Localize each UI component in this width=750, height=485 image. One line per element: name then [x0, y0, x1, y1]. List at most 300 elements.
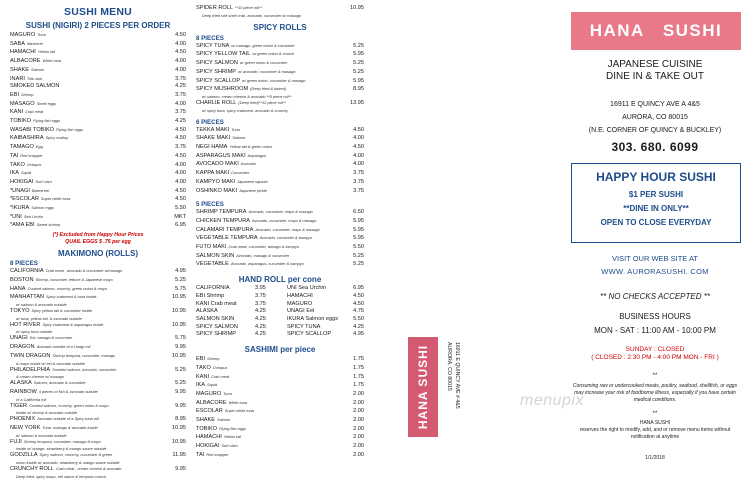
six-piece-row	[196, 143, 364, 152]
makimono-row	[10, 415, 186, 424]
item-price: 5.50	[175, 205, 186, 212]
item-desc: Crab meat	[211, 373, 230, 379]
item-name: PHOENIX	[10, 416, 36, 423]
item-price: 2.00	[353, 451, 364, 458]
item-price: 3.75	[353, 170, 364, 177]
consumer-advisory: Consuming raw or undercooked meats, poultry, seafood, shellfish, or eggs may increase your risk of foodborne illness, especially if you have certain medical conditions.	[572, 383, 738, 403]
item-desc: Crab meat , cream cheese & avocado	[56, 466, 122, 472]
item-price: 4.50	[353, 144, 364, 151]
nigiri-row	[10, 75, 186, 84]
makimono-row	[10, 402, 186, 411]
item-name: HAMACHI	[10, 49, 36, 56]
item-desc: Sea Urchin	[23, 213, 44, 219]
item-name: ESCOLAR	[196, 408, 223, 415]
item-desc: Spicy scallop	[45, 135, 69, 141]
five-piece-row	[196, 226, 364, 235]
five-piece-row	[196, 243, 364, 252]
item-desc: Salmon	[30, 66, 45, 72]
item-price: 5.95	[353, 235, 364, 242]
item-desc: Spicy salmon, crunchy, cucumber & green	[39, 452, 113, 458]
item-name: KAIBASHIRA	[10, 135, 44, 142]
handroll-price: 5.50	[353, 315, 364, 322]
item-name: KANI	[196, 373, 210, 380]
handroll-price: 3.75	[255, 300, 266, 307]
item-desc: Yellow tail & green onion	[229, 144, 273, 150]
handroll-name: MAGURO	[287, 300, 313, 307]
item-name: RAINBOW	[10, 388, 37, 395]
item-name: SHAKE	[10, 66, 29, 73]
nigiri-row	[10, 187, 186, 196]
handroll-price: 4.50	[353, 300, 364, 307]
makimono-row	[10, 424, 186, 433]
item-desc: w/ masago, green onion & cucumber	[231, 42, 295, 48]
item-price: 2.00	[353, 434, 364, 441]
item-price: 2.00	[353, 417, 364, 424]
makimono-row	[10, 267, 186, 276]
handroll-name: SPICY SCALLOP	[287, 331, 332, 338]
item-desc: Red snapper	[206, 451, 229, 457]
item-name: SPICY SHRIMP	[196, 68, 236, 75]
handroll-price: 4.25	[255, 308, 266, 315]
item-price: 5.25	[353, 42, 364, 49]
nigiri-row	[10, 117, 186, 126]
handroll-name: SPICY SHRIMP	[196, 331, 236, 338]
item-desc: Shrimp tempura, cucumber, masago	[52, 352, 116, 358]
item-name: TAKO	[196, 364, 211, 371]
makimono-row	[10, 307, 186, 316]
menu-title: SUSHI MENU	[64, 6, 132, 18]
item-desc: Spicy yellow tail & cucumber inside	[31, 307, 93, 313]
nigiri-row	[10, 48, 186, 57]
happy-hour-line-3: OPEN TO CLOSE EVERYDAY	[600, 218, 712, 227]
item-desc: Shrimp	[21, 91, 34, 97]
handroll-title: HAND ROLL per cone	[238, 275, 322, 285]
nigiri-row	[10, 57, 186, 66]
asterisks-1: **	[652, 373, 658, 379]
item-price: 5.25	[353, 60, 364, 67]
sashimi-row	[196, 433, 364, 442]
spicy-roll-row	[196, 99, 364, 108]
back-address-line-1: 16911 E QUINCY AVE # 4&5	[454, 342, 460, 409]
item-name: HOKIGAI	[10, 178, 34, 185]
item-desc: White tuna	[42, 58, 62, 64]
item-name: TIGER	[10, 402, 28, 409]
item-price: 1.75	[353, 364, 364, 371]
item-desc: Octopus	[212, 364, 228, 370]
handroll-name: HAMACHI	[287, 292, 313, 299]
six-piece-row	[196, 126, 364, 135]
makimono-row	[10, 366, 186, 375]
item-price: 1.75	[353, 382, 364, 389]
item-desc: Cooked salmon, crunchy, green onion & mayo	[29, 402, 109, 408]
nigiri-row	[10, 83, 186, 91]
handroll-name: SALMON SKIN	[196, 315, 235, 322]
item-name: HAMACHI	[196, 434, 222, 441]
item-price: 8.95	[353, 86, 364, 93]
happy-hour-title: HAPPY HOUR SUSHI	[596, 170, 716, 184]
item-name: SALMON SKIN	[196, 252, 235, 259]
item-name: VEGETABLE TEMPURA	[196, 235, 258, 242]
front-logo: HANA SUSHI	[571, 12, 741, 50]
item-price: 6.50	[353, 209, 364, 216]
item-desc: Squid	[207, 382, 217, 388]
item-name: MAGURO	[196, 390, 222, 397]
item-desc-line-2: w/ salmon & avocado outside	[16, 301, 67, 307]
sashimi-row	[196, 442, 364, 451]
spicy-roll-row	[196, 59, 364, 68]
item-price: 2.00	[353, 399, 364, 406]
item-price: 5.95	[353, 217, 364, 224]
spicy-roll-row	[196, 77, 364, 86]
item-desc: Smelt eggs	[36, 100, 57, 106]
item-price: 10.95	[172, 307, 186, 314]
item-desc-line-2: & cream cheese w/ masago	[16, 374, 65, 380]
item-name: TEKKA MAKI	[196, 126, 230, 133]
no-checks-note: ** NO CHECKS ACCEPTED **	[600, 292, 710, 301]
item-name: *AMA EBI	[10, 222, 35, 229]
handroll-name: IKURA Salmon eggs	[287, 315, 338, 322]
item-desc: w/ avocado, cucumber & masago	[238, 68, 296, 74]
item-desc: Avocado outside of a Spicy tuna roll	[37, 416, 99, 422]
makimono-row	[10, 388, 186, 397]
handroll-name: CALIFORNIA	[196, 285, 230, 292]
handroll-price: 4.25	[255, 315, 266, 322]
item-price: 5.25	[353, 252, 364, 259]
nigiri-row	[10, 213, 186, 222]
item-desc: Octopus	[26, 161, 42, 167]
item-desc-line-2: & mayo inside w/ eel & avocado outside	[16, 360, 85, 366]
item-desc: Avocado, cucumber, mayo & masago	[248, 209, 313, 215]
handroll-price: 4.95	[353, 331, 364, 338]
handroll-name: SPICY TUNA	[287, 323, 321, 330]
item-name: UNAGI	[10, 335, 28, 342]
item-price: 3.75	[353, 187, 364, 194]
item-desc-line-2: w/ salmon, cream cheese & avocado **5 piece roll**	[202, 93, 292, 99]
item-desc: Eel, tamago & cucumber	[29, 335, 73, 341]
item-name: ASPARAGUS MAKI	[196, 152, 246, 159]
item-desc: Salmon	[232, 135, 246, 141]
item-price: 2.00	[353, 425, 364, 432]
nigiri-row	[10, 108, 186, 117]
item-name: NEGI HAMA	[196, 144, 228, 151]
closed-note: ( CLOSED : 2:30 PM - 4:00 PM MON - FRI )	[591, 354, 719, 361]
makimono-row	[10, 276, 186, 285]
rolls-panel	[192, 0, 370, 485]
item-price: 5.25	[175, 366, 186, 373]
makimono-row	[10, 321, 186, 330]
six-piece-row	[196, 160, 364, 169]
item-name: MANHATTAN	[10, 294, 44, 301]
item-price: 10.95	[172, 425, 186, 432]
happy-hour-line-2: **DINE IN ONLY**	[623, 204, 689, 213]
handroll-name: ALASKA	[196, 308, 218, 315]
handroll-price: 3.75	[255, 292, 266, 299]
item-desc: Flying fish eggs	[33, 118, 61, 124]
item-price: 4.50	[175, 187, 186, 194]
business-hours: MON - SAT : 11:00 AM - 10:00 PM	[594, 326, 716, 335]
item-name: DRAGON	[10, 344, 35, 351]
item-name: TAMAGO	[10, 144, 34, 151]
nigiri-row	[10, 178, 186, 187]
spider-roll-desc: Deep fried soft shell crab, avocado, cucumber w/ masago	[202, 12, 302, 18]
item-desc: Red snapper	[20, 152, 43, 158]
item-desc: Avocado, cucumber, mayo & masago	[251, 217, 317, 223]
item-desc: Salmon	[216, 417, 231, 423]
handroll-name	[279, 324, 287, 332]
item-price: 2.00	[353, 443, 364, 450]
sashimi-row	[196, 381, 364, 390]
sashimi-list	[196, 355, 364, 459]
item-name: ALASKA	[10, 380, 32, 387]
item-price: 8.95	[175, 416, 186, 423]
six-piece-row	[196, 134, 364, 143]
item-desc: Avocado, masago & cucumber	[236, 252, 290, 258]
front-address: 16911 E QUINCY AVE A 4&5 AURORA, CO 80015 (N.E. CORNER OF QUINCY & BUCKLEY)	[588, 101, 722, 134]
item-desc: w/ green onion & crunch	[252, 51, 295, 57]
nigiri-row	[10, 100, 186, 109]
makimono-row	[10, 438, 186, 447]
item-desc: 4 pieces of fish & avocado outside	[38, 388, 98, 394]
item-price: 10.95	[172, 321, 186, 328]
back-address-line-2: AURORA, CO 80015	[446, 342, 452, 391]
item-price: 13.95	[350, 99, 364, 106]
phone-number: 303. 680. 6099	[611, 140, 699, 154]
item-desc: Salmon, avocado & cucumber	[33, 380, 86, 386]
happy-hour-line-1: $1 PER SUSHI	[628, 190, 684, 199]
item-name: TAI	[196, 451, 205, 458]
item-name: SHRIMP TEMPURA	[196, 209, 247, 216]
item-name: ALBACORE	[196, 399, 227, 406]
nigiri-row	[10, 152, 186, 161]
item-name: FUJI	[10, 438, 22, 445]
item-price: 3.75	[175, 109, 186, 116]
item-name: FUTO MAKI	[196, 244, 227, 251]
five-pieces-label: 5 PIECES	[196, 201, 224, 209]
item-desc: Avocado outside of a Unagi roll	[36, 344, 91, 350]
back-logo: HANA SUSHI	[408, 337, 438, 437]
spicy-rolls-list	[196, 42, 364, 113]
item-price: 3.75	[175, 91, 186, 98]
spider-roll-row: SPIDER ROLL **10 piece roll** 10.95	[196, 5, 364, 11]
item-desc: Avocado	[240, 161, 256, 167]
item-name: WASABI TOBIKO	[10, 126, 55, 133]
nigiri-row	[10, 126, 186, 135]
item-price: 1.75	[353, 356, 364, 363]
item-price: 4.50	[175, 196, 186, 203]
item-price: 9.95	[175, 402, 186, 409]
item-desc: Egg	[35, 144, 43, 150]
item-price: 9.95	[175, 388, 186, 395]
nigiri-row	[10, 40, 186, 49]
sashimi-title: SASHIMI per piece	[244, 345, 316, 355]
makimono-row	[10, 343, 186, 352]
item-name: SPICY SCALLOP	[196, 77, 241, 84]
item-price: 3.75	[175, 75, 186, 82]
item-name: TOKYO	[10, 307, 30, 314]
item-name: HOT RIVER	[10, 321, 41, 328]
item-price: 4.00	[175, 170, 186, 177]
item-desc: Shrimp tempura, cucumber, masago & mayo	[23, 438, 101, 444]
item-price: 2.00	[353, 408, 364, 415]
item-name: TAI	[10, 152, 19, 159]
handroll-name	[279, 293, 287, 301]
item-name: MAGURO	[10, 32, 36, 38]
six-pieces-label: 6 PIECES	[196, 118, 224, 126]
sashimi-row	[196, 425, 364, 434]
item-desc: Avocado, asparagus, cucumber & kampyo	[230, 261, 304, 267]
watermark: menupix	[520, 392, 584, 409]
item-name: TAKO	[10, 161, 25, 168]
back-cover-panel	[370, 0, 584, 485]
item-desc: White tuna	[228, 399, 248, 405]
item-name: *UNI	[10, 213, 22, 220]
handroll-name: UNAGI Eel	[287, 308, 315, 315]
cuisine-text: JAPANESE CUISINE DINE IN & TAKE OUT	[606, 59, 704, 82]
item-price: MKT	[174, 213, 186, 220]
item-name: SPICY TUNA	[196, 42, 230, 49]
handroll-name	[279, 316, 287, 324]
item-price: 4.50	[175, 126, 186, 133]
item-price: 1.75	[353, 373, 364, 380]
item-desc-line-2: Deep fried, spicy mayo, eel sauce & tempura crunch	[16, 473, 107, 479]
sashimi-row	[196, 364, 364, 373]
item-name: TOBIKO	[10, 118, 32, 125]
item-name: CALAMARI TEMPURA	[196, 226, 254, 233]
item-name: CHARLIE ROLL	[196, 99, 237, 106]
spicy-roll-row	[196, 68, 364, 77]
makimono-row	[10, 293, 186, 302]
item-price: 4.00	[175, 178, 186, 185]
item-desc: Asparagus	[247, 152, 267, 158]
item-price: 10.95	[172, 352, 186, 359]
item-desc: Spicy crabmeat & tuna inside	[45, 294, 97, 300]
item-name: SHAKE MAKI	[196, 135, 231, 142]
item-price: 5.25	[175, 276, 186, 283]
spicy-eight-label: 8 PIECES	[196, 34, 224, 42]
item-price: 5.95	[353, 226, 364, 233]
item-desc: Cucumber	[231, 170, 250, 176]
item-name: GODZILLA	[10, 452, 38, 459]
handroll-price: 4.50	[353, 292, 364, 299]
item-desc: Flying fish eggs	[56, 126, 84, 132]
item-price: 5.50	[353, 244, 364, 251]
business-hours-title: BUSINESS HOURS	[619, 312, 691, 321]
item-desc-line-2: w/ tuna, yellow tail, & avocado outside	[16, 315, 82, 321]
makimono-row	[10, 451, 186, 460]
item-desc: Crab meat	[25, 109, 44, 115]
item-desc-line-2: of a California roll	[16, 396, 47, 402]
handroll-grid	[196, 285, 364, 339]
item-desc: Salmon eggs	[31, 205, 54, 211]
nigiri-row	[10, 161, 186, 170]
item-price: 4.00	[353, 152, 364, 159]
handroll-name	[279, 308, 287, 316]
item-name: EBI	[196, 356, 206, 363]
item-desc: Tuna	[37, 32, 46, 37]
five-piece-row	[196, 234, 364, 243]
six-piece-row	[196, 187, 364, 196]
item-desc: Flying fish eggs	[219, 425, 247, 431]
item-desc: Squid	[21, 170, 31, 176]
nigiri-list	[10, 31, 186, 230]
handroll-price: 3.95	[255, 285, 266, 292]
item-price: 4.00	[175, 58, 186, 65]
item-price: 4.00	[175, 161, 186, 168]
sashimi-row	[196, 399, 364, 408]
excluded-note: (*) Excluded from Happy Hour Prices	[52, 232, 144, 239]
front-cover-panel	[560, 0, 750, 485]
item-desc: Crab meat, cucumber, tamago & kampyo	[228, 244, 300, 250]
item-name: *ESCOLAR	[10, 196, 39, 203]
item-desc-line-2: w/ salmon & avocado outside	[16, 432, 67, 438]
six-piece-row	[196, 169, 364, 178]
item-name: TOBIKO	[196, 425, 218, 432]
item-price: 11.95	[172, 452, 186, 459]
item-desc: Yellow tail	[37, 49, 56, 55]
item-price: 4.50	[175, 32, 186, 38]
nigiri-row	[10, 66, 186, 75]
handroll-price: 4.75	[353, 308, 364, 315]
item-name: CHICKEN TEMPURA	[196, 217, 250, 224]
item-name: HANA	[10, 285, 26, 292]
item-desc: Avocado, cucumber & kampyo	[259, 235, 313, 241]
item-price: 10.95	[172, 294, 186, 301]
asterisks-2: **	[652, 411, 658, 417]
sashimi-row	[196, 373, 364, 382]
item-price: 9.95	[175, 466, 186, 473]
sashimi-row	[196, 355, 364, 364]
item-name: KAPPA MAKI	[196, 170, 230, 177]
item-desc: Sweet shrimp	[36, 222, 61, 228]
item-name: TWIN DRAGON	[10, 352, 51, 359]
nigiri-row	[10, 143, 186, 152]
item-desc: Baked eel	[31, 187, 50, 193]
handroll-name: UNI Sea Urchin	[287, 285, 326, 292]
makimono-list	[10, 267, 186, 479]
item-desc: Cooked salmon, crunchy, green onion & mayo	[27, 285, 108, 291]
item-desc: w/ green onion, cucumber & masago	[242, 77, 306, 83]
handroll-price: 6.95	[353, 285, 364, 292]
item-name: CRUNCHY ROLL	[10, 466, 55, 473]
item-price: 6.95	[175, 222, 186, 229]
five-piece-row	[196, 252, 364, 261]
handroll-name	[279, 301, 287, 309]
item-desc: Tofu skin	[26, 75, 43, 81]
item-name: ALBACORE	[10, 58, 41, 65]
handroll-price: 4.25	[255, 331, 266, 338]
quail-note: QUAIL EGGS $ .75 per egg	[65, 238, 131, 245]
nigiri-title: SUSHI (NIGIRI) 2 PIECES PER ORDER	[25, 21, 171, 30]
five-pieces-list	[196, 208, 364, 269]
makimono-row	[10, 334, 186, 343]
item-name: SPICY YELLOW TAIL	[196, 51, 251, 58]
six-pieces-list	[196, 126, 364, 196]
reserve-note: HANA SUSHI reserves the right to modify, add, and or remove menu items without notification at anytime	[579, 420, 731, 440]
item-name: OSHINKO MAKI	[196, 187, 238, 194]
sashimi-row	[196, 451, 364, 460]
sashimi-row	[196, 390, 364, 399]
item-price: 5.95	[353, 51, 364, 58]
handroll-name: SPICY SALMON	[196, 323, 238, 330]
eight-pieces-label: 8 PIECES	[10, 260, 38, 268]
item-desc: (Deep fried & baked)	[250, 86, 287, 92]
item-price: 5.25	[353, 261, 364, 268]
item-desc: Super white tuna	[224, 408, 254, 414]
sashimi-row	[196, 416, 364, 425]
item-name: SHAKE	[196, 417, 215, 424]
item-desc: Japanese pickle	[239, 187, 267, 193]
makimono-row	[10, 352, 186, 361]
